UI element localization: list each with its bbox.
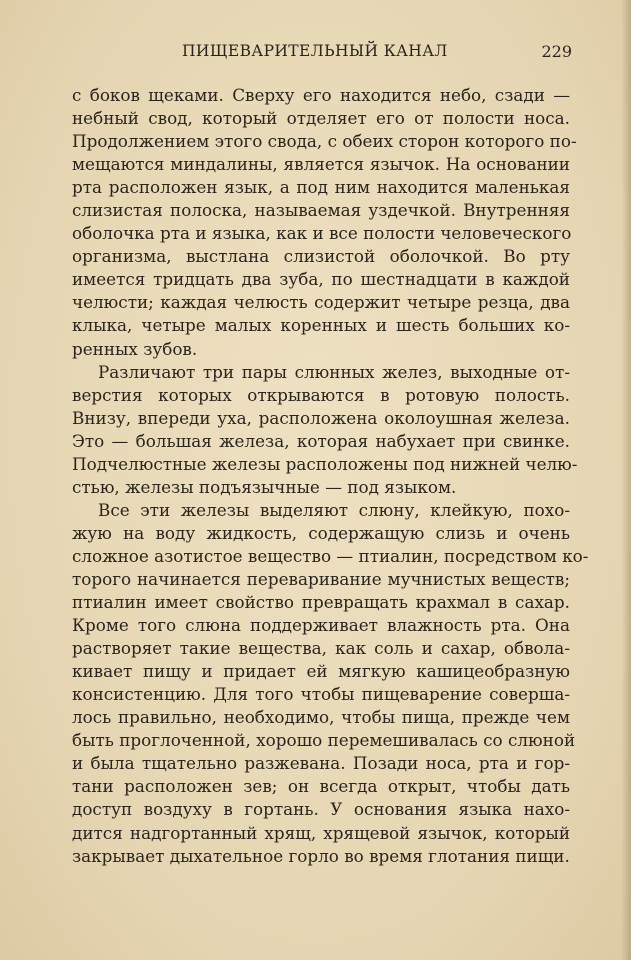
text-line: растворяет такие вещества, как соль и сахар, обвола-	[72, 638, 570, 659]
text-line: организма, выстлана слизистой оболочкой. Во рту	[72, 246, 570, 267]
text-line: дится надгортанный хрящ, хрящевой язычок, который	[72, 822, 570, 843]
text-line: оболочка рта и языка, как и все полости человеческого	[72, 223, 572, 244]
text-line: тани расположен зев; он всегда открыт, чтобы дать	[72, 776, 570, 797]
text-line: Это — большая железа, которая набухает при свинке.	[72, 430, 570, 451]
text-line: с боков щеками. Сверху его находится небо, сзади —	[72, 85, 570, 105]
text-line: жую на воду жидкость, содержащую слизь и очень	[72, 522, 570, 543]
body-text	[72, 84, 589, 868]
page-edge-shadow	[621, 0, 631, 960]
text-line: стью, железы подъязычные — под языком.	[72, 476, 457, 497]
paragraph	[72, 361, 578, 499]
text-line: кивает пищу и придает ей мягкую кашицеобразную	[72, 661, 570, 682]
text-line: быть проглоченной, хорошо перемешивалась со слюной	[72, 730, 576, 751]
text-line: консистенцию. Для того чтобы пищеварение соверша-	[72, 684, 570, 705]
text-line: и была тщательно разжевана. Позади носа, рта и гор-	[72, 753, 570, 774]
paragraph	[72, 84, 577, 361]
text-line: клыка, четыре малых коренных и шесть больших ко-	[72, 315, 570, 336]
text-line: верстия которых открываются в ротовую полость.	[72, 384, 570, 405]
running-head-title: ПИЩЕВАРИТЕЛЬНЫЙ КАНАЛ	[182, 42, 448, 60]
text-line: рта расположен язык, а под ним находится маленькая	[72, 177, 570, 198]
text-line: Все эти железы выделяют слюну, клейкую, похо-	[98, 499, 570, 520]
text-line: птиалин имеет свойство превращать крахмал в сахар.	[72, 592, 570, 613]
text-line: мещаются миндалины, является язычок. На основании	[72, 154, 570, 175]
text-line: Внизу, впереди уха, расположена околоушная железа.	[72, 407, 570, 428]
text-line: Различают три пары слюнных желез, выходные от-	[98, 361, 570, 382]
text-line: имеется тридцать два зуба, по шестнадцати в каждой	[72, 269, 570, 290]
text-line: закрывает дыхательное горло во время глотания пищи.	[72, 845, 570, 866]
text-line: Кроме того слюна поддерживает влажность рта. Она	[72, 615, 570, 636]
text-line: доступ воздуху в гортань. У основания языка нахо-	[72, 799, 570, 820]
text-line: ренных зубов.	[72, 338, 198, 359]
text-line: Подчелюстные железы расположены под нижней челю-	[72, 453, 578, 474]
text-line: сложное азотистое вещество — птиалин, посредством ко-	[72, 545, 589, 566]
text-line: челюсти; каждая челюсть содержит четыре резца, два	[72, 292, 570, 313]
text-line: Продолжением этого свода, с обеих сторон которого по-	[72, 131, 577, 152]
text-line: небный свод, который отделяет его от полости носа.	[72, 108, 570, 129]
text-line: торого начинается переваривание мучнистых веществ;	[72, 568, 570, 589]
text-line: лось правильно, необходимо, чтобы пища, прежде чем	[72, 707, 570, 728]
page-number: 229	[541, 42, 572, 61]
running-head	[72, 42, 572, 66]
text-line: слизистая полоска, называемая уздечкой. Внутренняя	[72, 200, 570, 221]
paragraph	[72, 499, 589, 868]
